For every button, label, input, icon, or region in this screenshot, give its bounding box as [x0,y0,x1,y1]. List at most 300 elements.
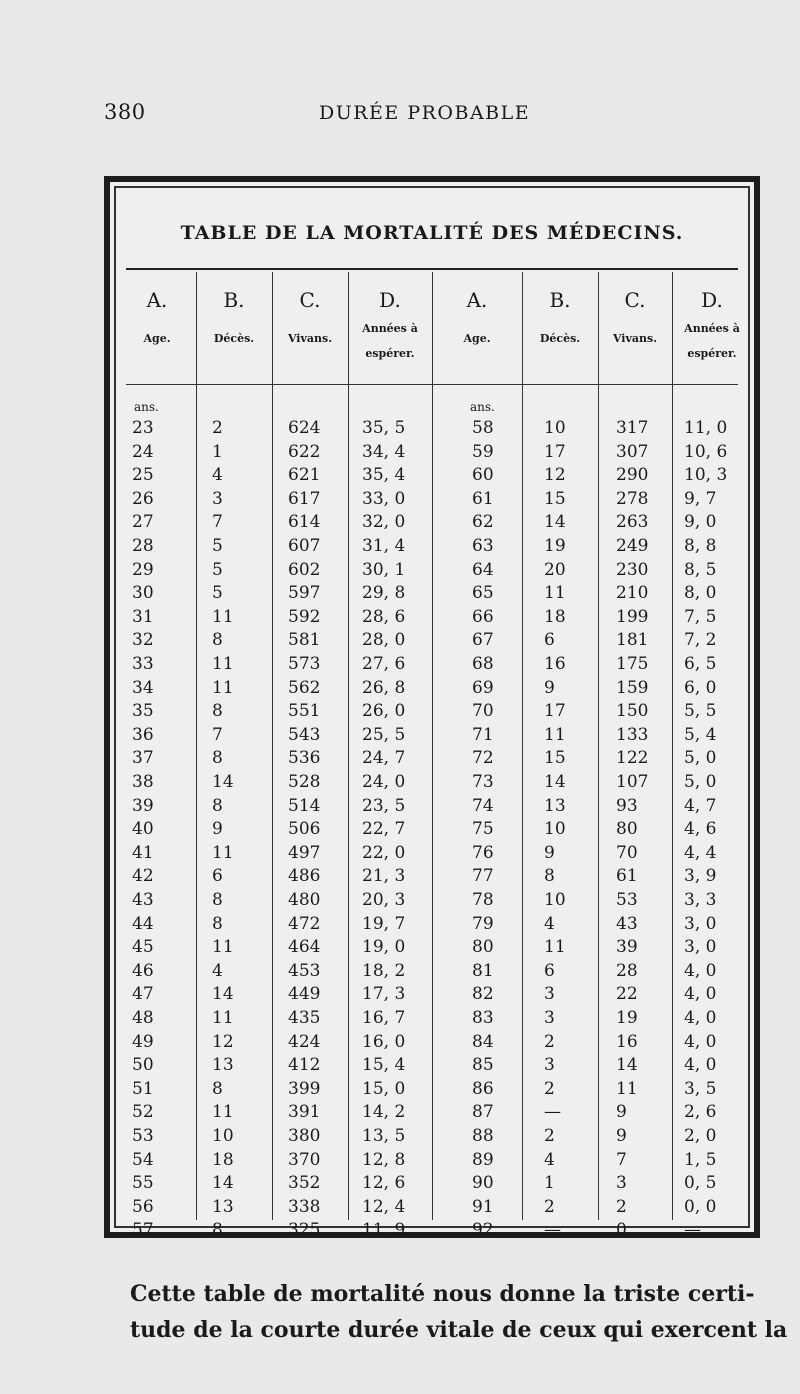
table-cell: 3 [544,1055,555,1076]
table-cell: 4, 0 [684,984,717,1005]
table-cell: 23 [132,418,154,438]
table-cell: 15 [544,488,566,509]
table-cell: 41 [132,842,154,863]
table-cell: 307 [616,441,649,462]
table-cell: 84 [472,1031,494,1052]
table-cell: 8, 8 [684,536,717,556]
table-cell: 5 [212,536,223,556]
table-cell: 37 [132,748,154,769]
table-cell: 0, 5 [684,1173,717,1194]
table-cell: 1 [544,1173,555,1194]
table-row [116,607,748,627]
table-cell: 4, 0 [684,960,717,981]
table-cell: 621 [288,465,321,486]
table-cell: 38 [132,772,154,792]
table-cell: 14, 2 [362,1102,406,1123]
table-cell: 53 [616,890,638,910]
table-cell: 57 [132,1220,154,1241]
table-cell: 3 [616,1173,627,1194]
table-cell: 22 [616,984,638,1005]
table-cell: 7, 2 [684,630,717,651]
table-cell: 4, 6 [684,819,717,840]
column-header-deces-2: B. Décès. [539,288,581,345]
table-cell: 35, 4 [362,465,406,486]
table-cell: 58 [472,418,494,438]
table-cell: 11, 0 [684,418,728,438]
table-row [116,1220,748,1240]
table-cell: — [684,1220,701,1241]
table-cell: 14 [212,984,234,1005]
table-cell: 23, 5 [362,795,406,816]
table-cell: 13, 5 [362,1126,406,1146]
column-header-vivans: C. Vivans. [287,288,333,345]
page-header [104,100,664,130]
table-cell: 9 [544,677,555,698]
table-cell: 15, 4 [362,1055,406,1076]
table-row [116,725,748,745]
mortality-table [104,176,760,1241]
table-cell: 59 [472,441,494,462]
table-cell: 79 [472,913,494,934]
table-cell: 199 [616,606,649,627]
table-cell: 8 [212,1078,223,1099]
column-divider [272,272,273,1220]
table-cell: — [544,1220,561,1241]
table-cell: 17 [544,701,566,722]
table-cell: 3, 0 [684,913,717,934]
table-cell: 472 [288,913,321,934]
table-cell: 263 [616,512,649,533]
table-cell: 22, 0 [362,842,406,863]
table-cell: 573 [288,654,321,674]
table-cell: 10 [544,418,566,438]
table-cell: 20, 3 [362,890,406,910]
table-cell: 78 [472,890,494,910]
table-cell: 45 [132,937,154,958]
table-cell: 1, 5 [684,1149,717,1170]
table-cell: 528 [288,772,321,792]
table-cell: 16, 7 [362,1008,406,1028]
running-title: DURÉE PROBABLE [319,102,531,124]
table-cell: 83 [472,1008,494,1028]
column-header-age: A. Age. [143,288,171,345]
table-cell: 0, 0 [684,1196,717,1217]
table-row [116,843,748,863]
table-cell: 10, 3 [684,465,728,486]
table-cell: 32, 0 [362,512,406,533]
table-cell: 63 [472,536,494,556]
table-cell: 80 [616,819,638,840]
table-cell: 68 [472,654,494,674]
table-cell: 21, 3 [362,866,406,887]
table-cell: 55 [132,1173,154,1194]
table-cell: 60 [472,465,494,486]
table-cell: 33, 0 [362,488,406,509]
table-cell: 551 [288,701,321,722]
table-row [116,489,748,509]
table-cell: 26 [132,488,154,509]
table-cell: 9 [616,1102,627,1123]
table-cell: 5, 0 [684,748,717,769]
table-cell: 27, 6 [362,654,406,674]
table-row [116,512,748,532]
table-cell: 16, 0 [362,1031,406,1052]
table-cell: 8 [212,890,223,910]
table-row [116,961,748,981]
table-cell: 92 [472,1220,494,1241]
table-cell: 88 [472,1126,494,1146]
table-cell: 249 [616,536,649,556]
table-cell: 8 [212,795,223,816]
table-cell: 4, 7 [684,795,717,816]
table-cell: 380 [288,1126,321,1146]
table-cell: 13 [212,1196,234,1217]
table-cell: 18, 2 [362,960,406,981]
table-cell: 11 [616,1078,638,1099]
table-cell: 2 [544,1126,555,1146]
table-cell: 3, 5 [684,1078,717,1099]
table-cell: 5, 4 [684,724,717,745]
table-cell: 72 [472,748,494,769]
column-header-age-2: A. Age. [463,288,491,345]
table-cell: 614 [288,512,321,533]
table-cell: 20 [544,559,566,580]
table-cell: 17, 3 [362,984,406,1005]
table-cell: 12, 6 [362,1173,406,1194]
table-cell: 464 [288,937,321,958]
table-cell: 61 [472,488,494,509]
table-cell: 5, 0 [684,772,717,792]
table-cell: 70 [616,842,638,863]
table-cell: 4 [544,1149,555,1170]
table-cell: 35 [132,701,154,722]
table-cell: 9, 0 [684,512,717,533]
table-cell: 3, 3 [684,890,717,910]
table-cell: 11, 9 [362,1220,406,1241]
table-cell: 1 [212,441,223,462]
table-cell: 28, 0 [362,630,406,651]
table-cell: 3, 0 [684,937,717,958]
table-cell: 14 [544,512,566,533]
column-divider [348,272,349,1220]
table-row [116,630,748,650]
table-cell: 67 [472,630,494,651]
table-cell: 2 [212,418,223,438]
table-cell: 8 [212,913,223,934]
table-row [116,465,748,485]
table-cell: 592 [288,606,321,627]
table-cell: 10, 6 [684,441,728,462]
table-row [116,1008,748,1028]
table-cell: 69 [472,677,494,698]
table-cell: 506 [288,819,321,840]
table-cell: 497 [288,842,321,863]
table-cell: 624 [288,418,321,438]
table-cell: 562 [288,677,321,698]
table-row [116,1173,748,1193]
table-cell: 8 [212,748,223,769]
table-row [116,678,748,698]
table-row [116,984,748,1004]
table-cell: 33 [132,654,154,674]
table-cell: 13 [212,1055,234,1076]
table-cell: 34 [132,677,154,698]
table-cell: 11 [212,654,234,674]
table-cell: 34, 4 [362,441,406,462]
table-row [116,1150,748,1170]
table-cell: 0 [616,1220,627,1241]
table-cell: 9 [616,1126,627,1146]
table-cell: 10 [544,819,566,840]
table-cell: 28 [616,960,638,981]
table-cell: 50 [132,1055,154,1076]
table-cell: 453 [288,960,321,981]
table-row [116,890,748,910]
table-cell: 435 [288,1008,321,1028]
table-cell: 8 [212,630,223,651]
table-cell: 317 [616,418,649,438]
table-cell: 48 [132,1008,154,1028]
table-row [116,583,748,603]
table-cell: 480 [288,890,321,910]
table-row [116,1079,748,1099]
table-cell: 4, 4 [684,842,717,863]
table-cell: 90 [472,1173,494,1194]
column-divider [672,272,673,1220]
table-cell: 89 [472,1149,494,1170]
table-cell: 449 [288,984,321,1005]
table-cell: 181 [616,630,649,651]
table-cell: 3 [212,488,223,509]
table-cell: 70 [472,701,494,722]
table-row [116,418,748,438]
table-cell: 47 [132,984,154,1005]
table-cell: 2, 6 [684,1102,717,1123]
units-label-right: ans. [470,400,495,414]
table-cell: 39 [616,937,638,958]
table-cell: 82 [472,984,494,1005]
table-cell: 8 [212,1220,223,1241]
table-row [116,1197,748,1217]
table-cell: 5 [212,559,223,580]
table-cell: 15 [544,748,566,769]
table-cell: 35, 5 [362,418,406,438]
table-inner-border [114,186,750,1241]
table-row [116,796,748,816]
table-cell: 230 [616,559,649,580]
table-cell: 7 [212,512,223,533]
table-row [116,937,748,957]
table-row [116,819,748,839]
table-cell: 6 [544,630,555,651]
table-cell: 11 [212,1102,234,1123]
table-cell: 43 [616,913,638,934]
table-cell: 122 [616,748,649,769]
table-cell: 27 [132,512,154,533]
table-cell: 30 [132,583,154,604]
table-cell: 514 [288,795,321,816]
body-paragraph [130,1276,788,1348]
table-cell: 14 [212,1173,234,1194]
table-cell: 61 [616,866,638,887]
table-row [116,1055,748,1075]
table-cell: 9 [212,819,223,840]
table-row [116,1032,748,1052]
table-cell: 12, 4 [362,1196,406,1217]
table-cell: 338 [288,1196,321,1217]
table-cell: 24, 7 [362,748,406,769]
table-cell: 11 [212,937,234,958]
table-cell: 40 [132,819,154,840]
table-cell: 39 [132,795,154,816]
table-cell: 14 [616,1055,638,1076]
table-cell: 3 [544,984,555,1005]
column-divider [196,272,197,1220]
table-cell: 81 [472,960,494,981]
table-cell: 11 [544,724,566,745]
table-cell: 31 [132,606,154,627]
table-cell: 290 [616,465,649,486]
table-cell: 18 [212,1149,234,1170]
table-cell: 65 [472,583,494,604]
table-cell: 11 [212,842,234,863]
title-rule [126,268,738,270]
table-cell: 2, 0 [684,1126,717,1146]
table-cell: 15, 0 [362,1078,406,1099]
table-cell: 19, 7 [362,913,406,934]
table-cell: 54 [132,1149,154,1170]
column-header-vivans-2: C. Vivans. [612,288,658,345]
column-header-deces: B. Décès. [213,288,255,345]
table-cell: 4, 0 [684,1055,717,1076]
column-divider [598,272,599,1220]
table-row [116,866,748,886]
table-cell: 16 [544,654,566,674]
table-cell: 536 [288,748,321,769]
table-cell: 622 [288,441,321,462]
table-cell: 150 [616,701,649,722]
table-cell: 14 [544,772,566,792]
table-cell: 412 [288,1055,321,1076]
table-cell: 9 [544,842,555,863]
table-cell: 4 [212,465,223,486]
table-cell: 74 [472,795,494,816]
table-cell: 7, 5 [684,606,717,627]
table-cell: 6 [212,866,223,887]
table-cell: 18 [544,606,566,627]
table-cell: 617 [288,488,321,509]
table-cell: 7 [212,724,223,745]
table-cell: 73 [472,772,494,792]
table-cell: 76 [472,842,494,863]
table-cell: 26, 0 [362,701,406,722]
table-cell: 2 [544,1078,555,1099]
table-cell: 19 [616,1008,638,1028]
table-cell: 10 [212,1126,234,1146]
table-cell: 22, 7 [362,819,406,840]
table-cell: 2 [544,1031,555,1052]
table-cell: 19, 0 [362,937,406,958]
table-cell: 17 [544,441,566,462]
table-cell: 64 [472,559,494,580]
table-cell: 14 [212,772,234,792]
table-cell: 32 [132,630,154,651]
table-cell: 6, 5 [684,654,717,674]
table-cell: 25 [132,465,154,486]
table-row [116,536,748,556]
table-cell: 43 [132,890,154,910]
page-number: 380 [104,100,146,124]
table-cell: 25, 5 [362,724,406,745]
table-cell: 4, 0 [684,1031,717,1052]
text-line: tude de la courte durée vitale de ceux qui exercent la [130,1317,788,1343]
table-cell: 424 [288,1031,321,1052]
table-cell: 87 [472,1102,494,1123]
table-row [116,1102,748,1122]
table-cell: 8, 5 [684,559,717,580]
table-cell: 44 [132,913,154,934]
table-cell: 159 [616,677,649,698]
table-cell: 75 [472,819,494,840]
table-row [116,1126,748,1146]
table-cell: 85 [472,1055,494,1076]
table-cell: 9, 7 [684,488,717,509]
table-cell: 4 [212,960,223,981]
table-cell: 62 [472,512,494,533]
table-cell: 93 [616,795,638,816]
table-cell: 19 [544,536,566,556]
table-cell: 28, 6 [362,606,406,627]
table-cell: 51 [132,1078,154,1099]
table-cell: 210 [616,583,649,604]
table-cell: 24 [132,441,154,462]
table-cell: 53 [132,1126,154,1146]
table-row [116,560,748,580]
table-cell: 399 [288,1078,321,1099]
table-cell: — [544,1102,561,1123]
table-cell: 8, 0 [684,583,717,604]
table-cell: 133 [616,724,649,745]
units-label-left: ans. [134,400,159,414]
table-cell: 86 [472,1078,494,1099]
table-cell: 11 [212,606,234,627]
table-cell: 13 [544,795,566,816]
table-cell: 107 [616,772,649,792]
table-cell: 11 [212,677,234,698]
column-header-annees: D. Années à espérer. [362,288,418,360]
table-cell: 10 [544,890,566,910]
table-cell: 11 [212,1008,234,1028]
table-cell: 29 [132,559,154,580]
column-header-annees-2: D. Années à espérer. [684,288,740,360]
table-cell: 42 [132,866,154,887]
table-cell: 391 [288,1102,321,1123]
table-row [116,748,748,768]
table-cell: 602 [288,559,321,580]
table-cell: 12, 8 [362,1149,406,1170]
table-cell: 486 [288,866,321,887]
table-cell: 607 [288,536,321,556]
table-cell: 16 [616,1031,638,1052]
table-cell: 7 [616,1149,627,1170]
table-cell: 4 [544,913,555,934]
table-cell: 3, 9 [684,866,717,887]
table-cell: 30, 1 [362,559,406,580]
table-cell: 56 [132,1196,154,1217]
table-cell: 80 [472,937,494,958]
table-title: TABLE DE LA MORTALITÉ DES MÉDECINS. [180,222,684,244]
column-divider [522,272,523,1220]
